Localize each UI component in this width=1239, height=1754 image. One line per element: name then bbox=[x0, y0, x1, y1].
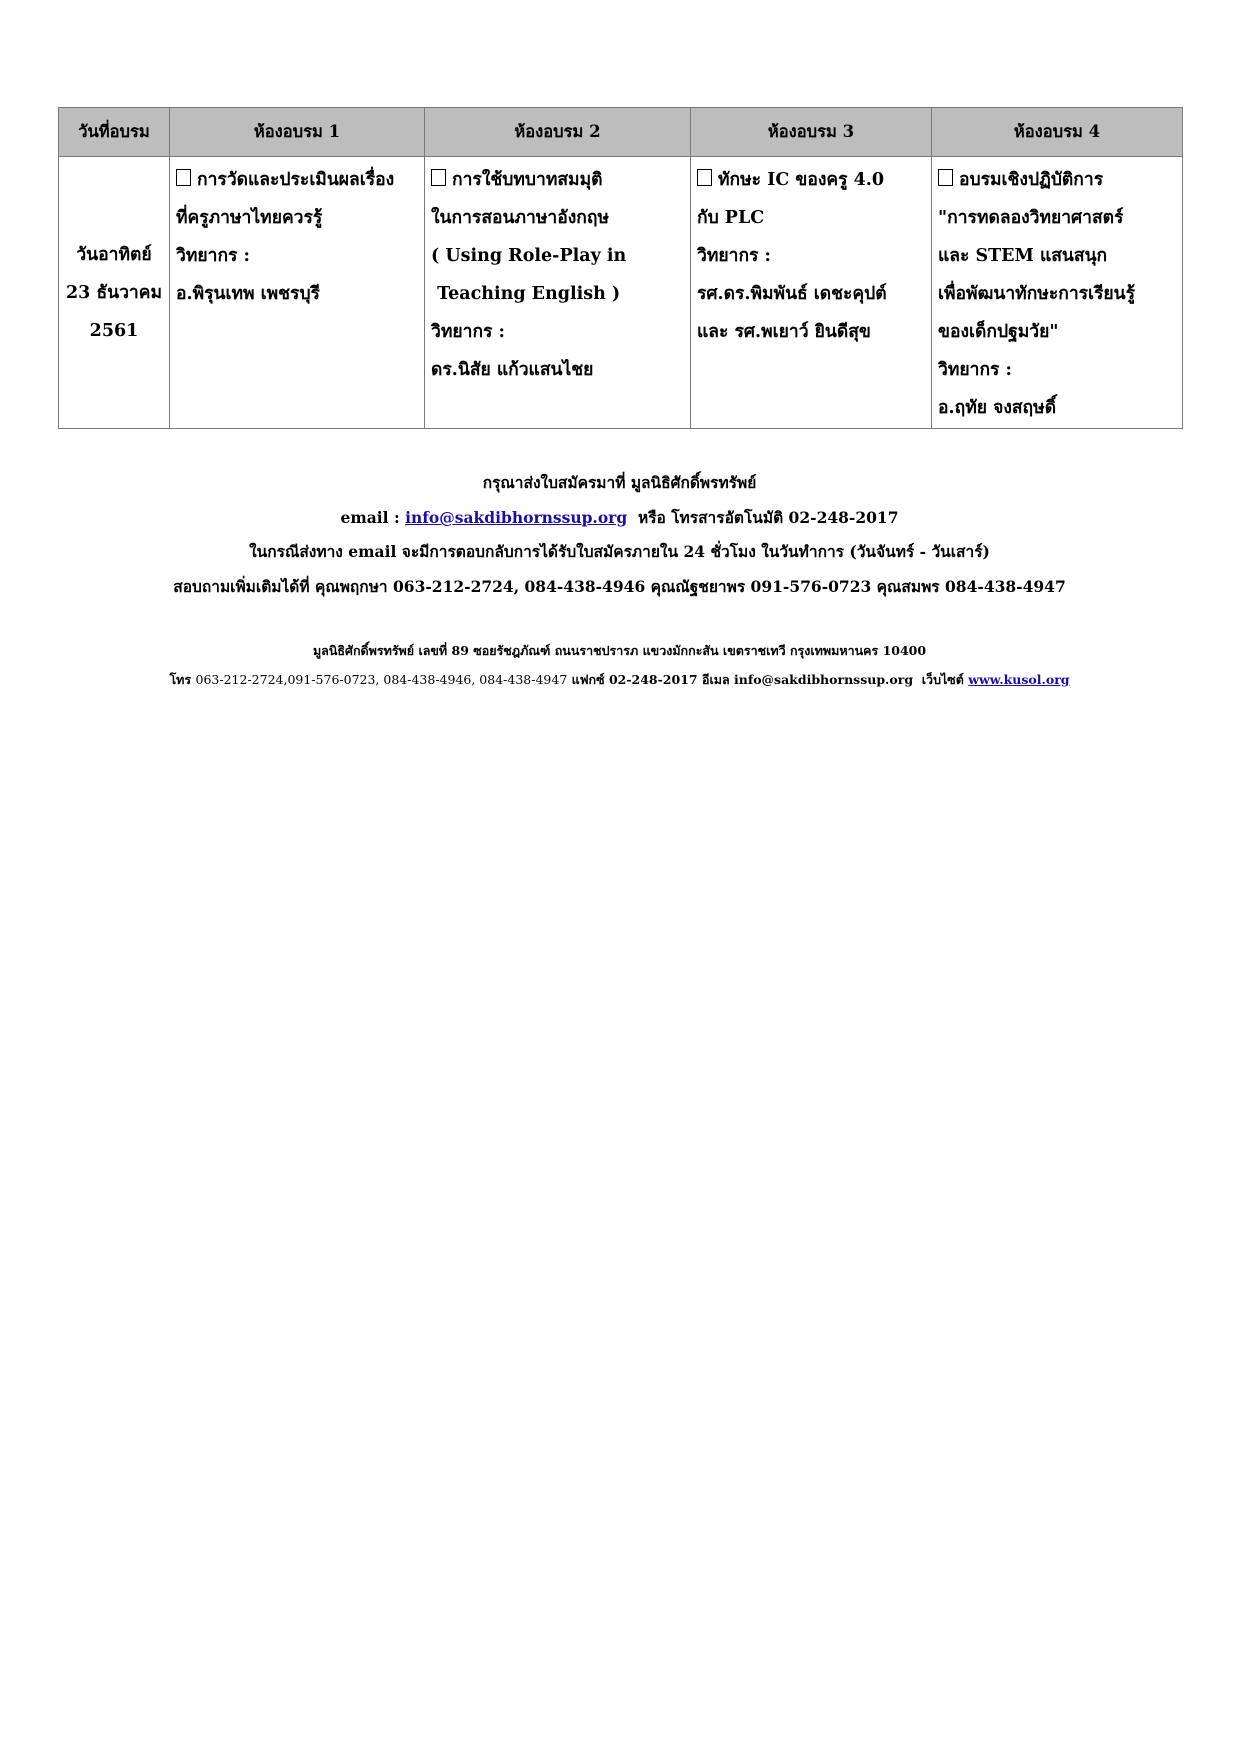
send-application-note: กรุณาส่งใบสมัครมาที่ มูลนิธิศักดิ์พรทรัพย์ bbox=[482, 473, 757, 492]
room-4-title-line-2: "การทดลองวิทยาศาสตร์ bbox=[938, 208, 1124, 228]
table-row bbox=[59, 157, 1183, 429]
room-1-speaker: อ.พิรุนเทพ เพชรบุรี bbox=[176, 284, 320, 304]
date-day-month: 23 ธันวาคม bbox=[66, 282, 162, 303]
room-4-title-line-1: อบรมเชิงปฏิบัติการ bbox=[959, 170, 1104, 190]
room-2-title-line-3: ( Using Role-Play in bbox=[431, 246, 627, 266]
room-4-title-line-4: เพื่อพัฒนาทักษะการเรียนรู้ bbox=[938, 284, 1136, 304]
header-room-3: ห้องอบรม 3 bbox=[691, 108, 932, 157]
room-2-speaker: ดร.นิสัย แก้วแสนไชย bbox=[431, 360, 594, 380]
room-4-title-line-3: และ STEM แสนสนุก bbox=[938, 246, 1108, 266]
room-2-title-line-2: ในการสอนภาษาอังกฤษ bbox=[431, 208, 609, 228]
room-4-checkbox[interactable] bbox=[938, 169, 953, 186]
website-link[interactable]: www.kusol.org bbox=[968, 672, 1070, 687]
date-weekday: วันอาทิตย์ bbox=[76, 244, 152, 265]
room-1-checkbox[interactable] bbox=[176, 169, 191, 186]
room-3-speaker-2: และ รศ.พเยาว์ ยินดีสุข bbox=[697, 322, 871, 342]
room-4-speaker: อ.ฤทัย จงสฤษดิ์ bbox=[938, 398, 1057, 418]
room-3-cell bbox=[691, 157, 932, 429]
room-2-cell bbox=[425, 157, 691, 429]
room-2-title-line-1: การใช้บทบาทสมมุติ bbox=[452, 170, 603, 190]
room-4-speaker-label: วิทยากร : bbox=[938, 360, 1012, 380]
footer-contact-line bbox=[0, 670, 1239, 690]
room-2-speaker-label: วิทยากร : bbox=[431, 322, 505, 342]
date-year: 2561 bbox=[89, 320, 139, 341]
room-3-checkbox[interactable] bbox=[697, 169, 712, 186]
room-3-speaker-label: วิทยากร : bbox=[697, 246, 771, 266]
header-room-4: ห้องอบรม 4 bbox=[932, 108, 1183, 157]
header-row bbox=[59, 108, 1183, 157]
room-3-title-line-2: กับ PLC bbox=[697, 208, 765, 228]
room-4-cell bbox=[932, 157, 1183, 429]
tel-label: โทร bbox=[169, 672, 196, 687]
room-1-title-line-1: การวัดและประเมินผลเรื่อง bbox=[197, 170, 395, 190]
fax-email-text: แฟกซ์ 02-248-2017 อีเมล info@sakdibhornssup.org เว็บไซต์ bbox=[567, 672, 969, 687]
inquiry-contacts: สอบถามเพิ่มเติมได้ที่ คุณพฤกษา 063-212-2724, 084-438-4946 คุณณัฐชยาพร 091-576-0723 คุณสมพร 084-438-4947 bbox=[173, 577, 1066, 596]
room-1-title-line-2: ที่ครูภาษาไทยควรรู้ bbox=[176, 208, 323, 228]
training-date-cell bbox=[59, 157, 170, 429]
room-2-checkbox[interactable] bbox=[431, 169, 446, 186]
room-1-cell bbox=[170, 157, 425, 429]
training-schedule-table bbox=[58, 107, 1183, 429]
room-4-title-line-5: ของเด็กปฐมวัย" bbox=[938, 322, 1059, 342]
email-link[interactable]: info@sakdibhornssup.org bbox=[405, 508, 628, 527]
fax-text: หรือ โทรสารอัตโนมัติ 02-248-2017 bbox=[627, 508, 899, 527]
email-label: email : bbox=[340, 508, 406, 527]
footer-phones: 063-212-2724,091-576-0723, 084-438-4946, 084-438-4947 bbox=[195, 672, 568, 687]
email-reply-note: ในกรณีส่งทาง email จะมีการตอบกลับการได้รับใบสมัครภายใน 24 ชั่วโมง ในวันทำการ (วันจันทร์ - วันเสาร์) bbox=[249, 542, 990, 561]
room-1-speaker-label: วิทยากร : bbox=[176, 246, 250, 266]
foundation-address: มูลนิธิศักดิ์พรทรัพย์ เลขที่ 89 ซอยรัชฎภัณฑ์ ถนนราชปรารภ แขวงมักกะสัน เขตราชเทวี กรุงเทพมหานคร 10400 bbox=[312, 643, 927, 658]
room-3-speaker-1: รศ.ดร.พิมพันธ์ เดชะคุปต์ bbox=[697, 284, 887, 304]
header-room-1: ห้องอบรม 1 bbox=[170, 108, 425, 157]
email-line bbox=[0, 505, 1239, 530]
header-room-2: ห้องอบรม 2 bbox=[425, 108, 691, 157]
room-3-title-line-1: ทักษะ IC ของครู 4.0 bbox=[718, 170, 885, 190]
room-2-title-line-4: Teaching English ) bbox=[431, 284, 621, 304]
header-date: วันที่อบรม bbox=[59, 108, 170, 157]
